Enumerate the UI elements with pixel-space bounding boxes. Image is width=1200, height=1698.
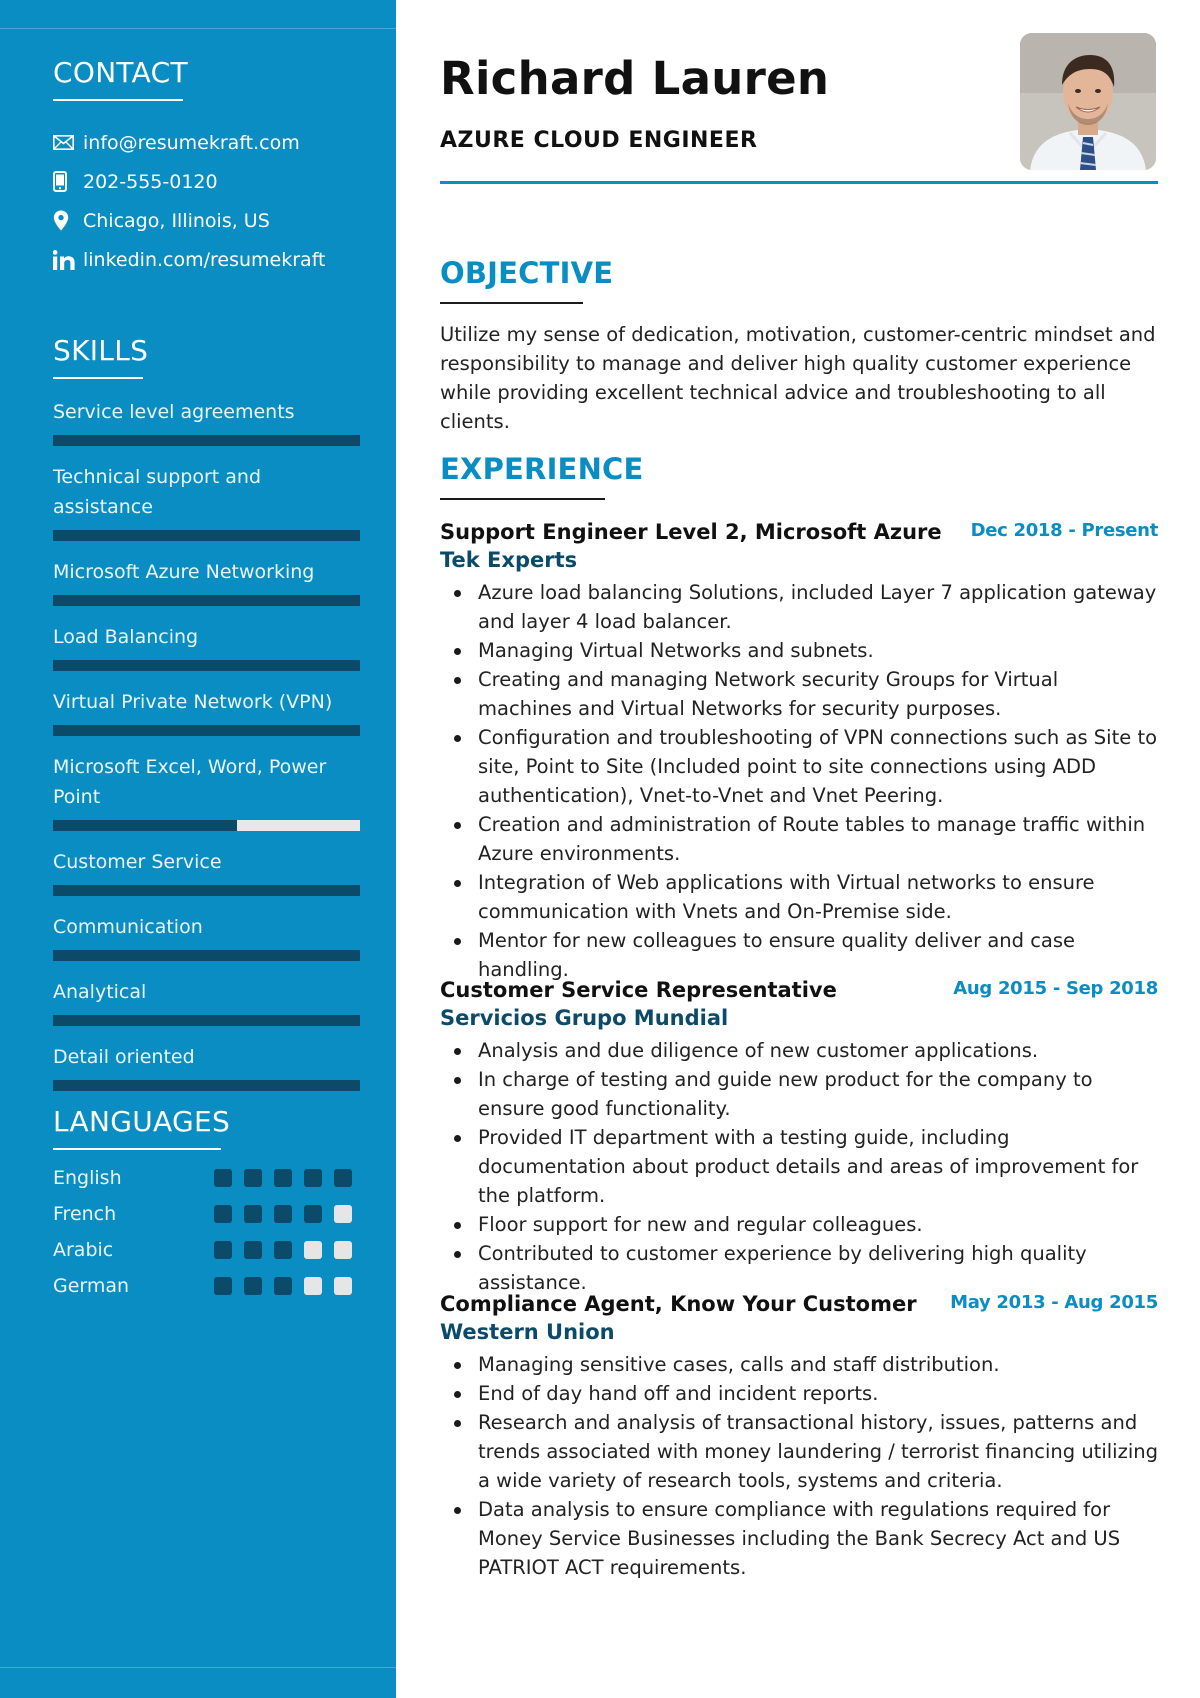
skill-item — [53, 557, 360, 606]
email-icon — [53, 132, 83, 154]
rating-square-empty — [334, 1277, 352, 1295]
rating-square-empty — [304, 1241, 322, 1259]
language-item — [53, 1160, 360, 1196]
contact-linkedin-text: linkedin.com/resumekraft — [83, 248, 326, 271]
rating-square-filled — [244, 1169, 262, 1187]
job-title: Support Engineer Level 2, Microsoft Azure — [440, 520, 942, 544]
skill-bar — [53, 660, 360, 671]
job-date: May 2013 - Aug 2015 — [950, 1292, 1158, 1313]
location-icon — [53, 210, 83, 232]
contact-location-text: Chicago, Illinois, US — [83, 209, 270, 232]
job-company: Western Union — [440, 1320, 615, 1344]
skill-fill — [53, 885, 360, 896]
language-name: English — [53, 1167, 122, 1189]
rating-square-filled — [274, 1241, 292, 1259]
rating-square-filled — [304, 1205, 322, 1223]
experience-heading: EXPERIENCE — [440, 452, 644, 486]
list-item: Analysis and due diligence of new customer applications. — [440, 1036, 1158, 1065]
language-rating — [214, 1169, 352, 1187]
skill-item — [53, 622, 360, 671]
divider — [0, 28, 396, 29]
language-name: Arabic — [53, 1239, 114, 1261]
list-item: In charge of testing and guide new product for the company to ensure good functionality. — [440, 1065, 1158, 1123]
skill-label: Load Balancing — [53, 626, 199, 648]
heading-underline — [53, 99, 183, 101]
job-entry — [440, 976, 1158, 1297]
skill-fill — [53, 725, 360, 736]
rating-square-filled — [244, 1241, 262, 1259]
job-title: Customer Service Representative — [440, 978, 837, 1002]
phone-icon — [53, 171, 83, 193]
language-rating — [214, 1277, 352, 1295]
skill-label: Communication — [53, 916, 203, 938]
skill-fill — [53, 1015, 360, 1026]
list-item: Creating and managing Network security Groups for Virtual machines and Virtual Networks for security purposes. — [440, 665, 1158, 723]
skills-section — [53, 333, 360, 1107]
skill-fill — [53, 435, 360, 446]
contact-list — [53, 123, 360, 279]
objective-heading: OBJECTIVE — [440, 256, 614, 290]
rating-square-filled — [244, 1277, 262, 1295]
job-bullets — [440, 578, 1158, 984]
contact-email[interactable] — [53, 123, 360, 162]
rating-square-empty — [334, 1205, 352, 1223]
contact-email-text: info@resumekraft.com — [83, 131, 300, 154]
language-rating — [214, 1205, 352, 1223]
contact-phone-text: 202-555-0120 — [83, 170, 218, 193]
list-item: Research and analysis of transactional history, issues, patterns and trends associated with money laundering / terrorist financing utilizing a wide variety of research tools, systems and criteria. — [440, 1408, 1158, 1495]
skill-label: Microsoft Azure Networking — [53, 561, 315, 583]
language-item — [53, 1232, 360, 1268]
rating-square-filled — [274, 1277, 292, 1295]
job-title: Compliance Agent, Know Your Customer — [440, 1292, 917, 1316]
skill-bar — [53, 1080, 360, 1091]
language-item — [53, 1268, 360, 1304]
rating-square-filled — [274, 1205, 292, 1223]
skill-bar — [53, 435, 360, 446]
skill-label: Microsoft Excel, Word, Power Point — [53, 756, 327, 808]
rating-square-filled — [274, 1169, 292, 1187]
job-company: Tek Experts — [440, 548, 578, 572]
heading-underline — [440, 498, 605, 500]
rating-square-filled — [214, 1169, 232, 1187]
skill-bar — [53, 595, 360, 606]
skill-label: Customer Service — [53, 851, 222, 873]
profile-photo — [1020, 33, 1156, 170]
job-company: Servicios Grupo Mundial — [440, 1006, 729, 1030]
divider — [0, 1667, 396, 1668]
rating-square-filled — [214, 1277, 232, 1295]
skill-item — [53, 752, 360, 831]
language-rating — [214, 1241, 352, 1259]
skills-heading: SKILLS — [53, 334, 149, 367]
list-item: Floor support for new and regular colleagues. — [440, 1210, 1158, 1239]
heading-underline — [53, 377, 143, 379]
list-item: Managing sensitive cases, calls and staff distribution. — [440, 1350, 1158, 1379]
contact-phone[interactable] — [53, 162, 360, 201]
skill-item — [53, 397, 360, 446]
list-item: Contributed to customer experience by delivering high quality assistance. — [440, 1239, 1158, 1297]
list-item: Mentor for new colleagues to ensure quality deliver and case handling. — [440, 926, 1158, 984]
contact-location — [53, 201, 360, 240]
rating-square-filled — [304, 1169, 322, 1187]
skill-bar — [53, 530, 360, 541]
skill-label: Analytical — [53, 981, 147, 1003]
job-bullets — [440, 1036, 1158, 1297]
job-date: Aug 2015 - Sep 2018 — [953, 978, 1158, 999]
job-entry — [440, 518, 1158, 984]
sidebar — [0, 0, 396, 1698]
skill-item — [53, 462, 360, 541]
job-date: Dec 2018 - Present — [970, 520, 1158, 541]
candidate-name: Richard Lauren — [440, 52, 830, 105]
list-item: Managing Virtual Networks and subnets. — [440, 636, 1158, 665]
job-entry — [440, 1290, 1158, 1582]
rating-square-empty — [334, 1241, 352, 1259]
rating-square-empty — [304, 1277, 322, 1295]
skill-item — [53, 977, 360, 1026]
objective-text: Utilize my sense of dedication, motivation, customer-centric mindset and responsibility to manage and deliver high quality customer experience while providing excellent technical advice and troubleshooting to all clients. — [440, 323, 1156, 433]
skill-bar — [53, 950, 360, 961]
skill-item — [53, 687, 360, 736]
languages-list — [53, 1160, 360, 1304]
contact-heading: CONTACT — [53, 56, 188, 89]
skill-fill — [53, 530, 360, 541]
list-item: Provided IT department with a testing guide, including documentation about product details and areas of improvement for the platform. — [440, 1123, 1158, 1210]
language-name: French — [53, 1203, 117, 1225]
language-name: German — [53, 1275, 130, 1297]
languages-heading: LANGUAGES — [53, 1105, 231, 1138]
skill-bar — [53, 1015, 360, 1026]
skill-bar — [53, 820, 360, 831]
skill-label: Detail oriented — [53, 1046, 195, 1068]
list-item: End of day hand off and incident reports. — [440, 1379, 1158, 1408]
skill-bar — [53, 725, 360, 736]
list-item: Configuration and troubleshooting of VPN connections such as Site to site, Point to Site (Included point to site connections using ADD authentication), Vnet-to-Vnet and Vnet Peering. — [440, 723, 1158, 810]
rating-square-filled — [334, 1169, 352, 1187]
skill-fill — [53, 820, 237, 831]
rating-square-filled — [214, 1241, 232, 1259]
heading-underline — [440, 302, 583, 304]
contact-section — [53, 55, 360, 279]
skill-label: Virtual Private Network (VPN) — [53, 691, 333, 713]
languages-section — [53, 1104, 360, 1304]
skill-item — [53, 912, 360, 961]
list-item: Integration of Web applications with Virtual networks to ensure communication with Vnets and On-Premise side. — [440, 868, 1158, 926]
skill-fill — [53, 595, 360, 606]
skill-fill — [53, 1080, 360, 1091]
skill-label: Service level agreements — [53, 401, 295, 423]
contact-linkedin[interactable] — [53, 240, 360, 279]
header-divider — [440, 181, 1158, 184]
job-bullets — [440, 1350, 1158, 1582]
list-item: Azure load balancing Solutions, included Layer 7 application gateway and layer 4 load balancer. — [440, 578, 1158, 636]
list-item: Data analysis to ensure compliance with regulations required for Money Service Businesses including the Bank Secrecy Act and US PATRIOT ACT requirements. — [440, 1495, 1158, 1582]
rating-square-filled — [214, 1205, 232, 1223]
skills-list — [53, 397, 360, 1091]
skill-bar — [53, 885, 360, 896]
language-item — [53, 1196, 360, 1232]
linkedin-icon — [53, 249, 83, 271]
rating-square-filled — [244, 1205, 262, 1223]
list-item: Creation and administration of Route tables to manage traffic within Azure environments. — [440, 810, 1158, 868]
skill-item — [53, 847, 360, 896]
skill-label: Technical support and assistance — [53, 466, 262, 518]
heading-underline — [53, 1148, 221, 1150]
skill-fill — [53, 950, 360, 961]
job-role: AZURE CLOUD ENGINEER — [440, 128, 758, 153]
skill-fill — [53, 660, 360, 671]
skill-item — [53, 1042, 360, 1091]
